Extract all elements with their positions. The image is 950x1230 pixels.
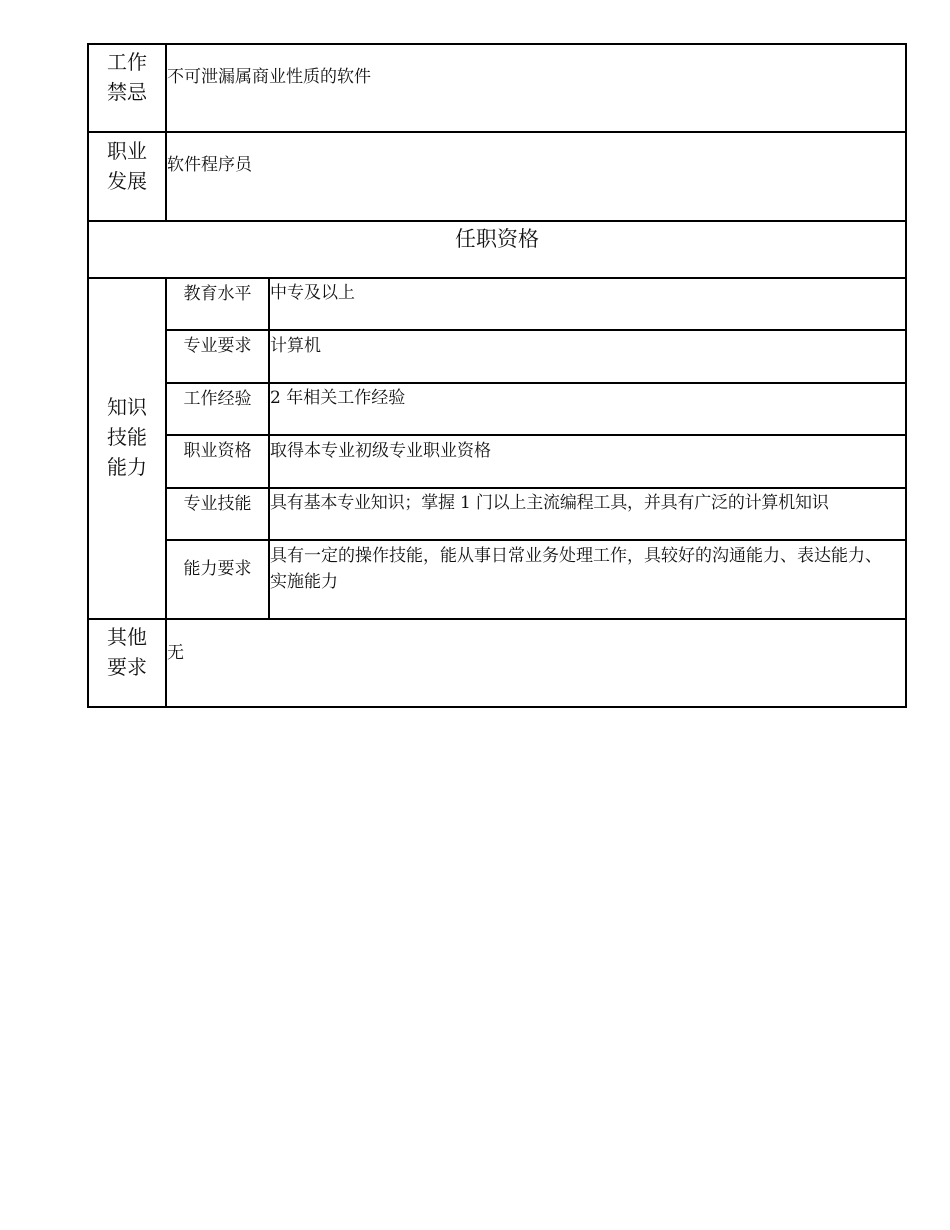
education-level-label: 教育水平 [183, 284, 252, 304]
other-requirements-value: 无 [167, 643, 184, 663]
work-experience-value: 2 年相关工作经验 [270, 388, 406, 408]
qualification-value: 取得本专业初级专业职业资格 [270, 441, 491, 461]
major-requirement-label: 专业要求 [183, 336, 252, 356]
professional-skills-value: 具有基本专业知识；掌握 1 门以上主流编程工具，并具有广泛的计算机知识 [270, 493, 829, 513]
work-taboo-value: 不可泄漏属商业性质的软件 [167, 67, 371, 87]
career-development-label: 职业 发展 [107, 139, 147, 193]
qualification-label: 职业资格 [183, 441, 252, 461]
career-development-value: 软件程序员 [167, 155, 252, 175]
ability-requirement-value: 具有一定的操作技能，能从事日常业务处理工作，具较好的沟通能力、表达能力、实施能力 [270, 546, 882, 592]
knowledge-skills-label: 知识 技能 能力 [107, 395, 147, 479]
education-level-value: 中专及以上 [270, 283, 355, 303]
other-requirements-label: 其他 要求 [107, 625, 147, 679]
work-taboo-label: 工作 禁忌 [107, 50, 147, 104]
section-heading: 任职资格 [455, 227, 539, 251]
ability-requirement-label: 能力要求 [183, 559, 252, 579]
professional-skills-label: 专业技能 [183, 494, 252, 514]
major-requirement-value: 计算机 [270, 336, 321, 356]
work-experience-label: 工作经验 [183, 389, 252, 409]
